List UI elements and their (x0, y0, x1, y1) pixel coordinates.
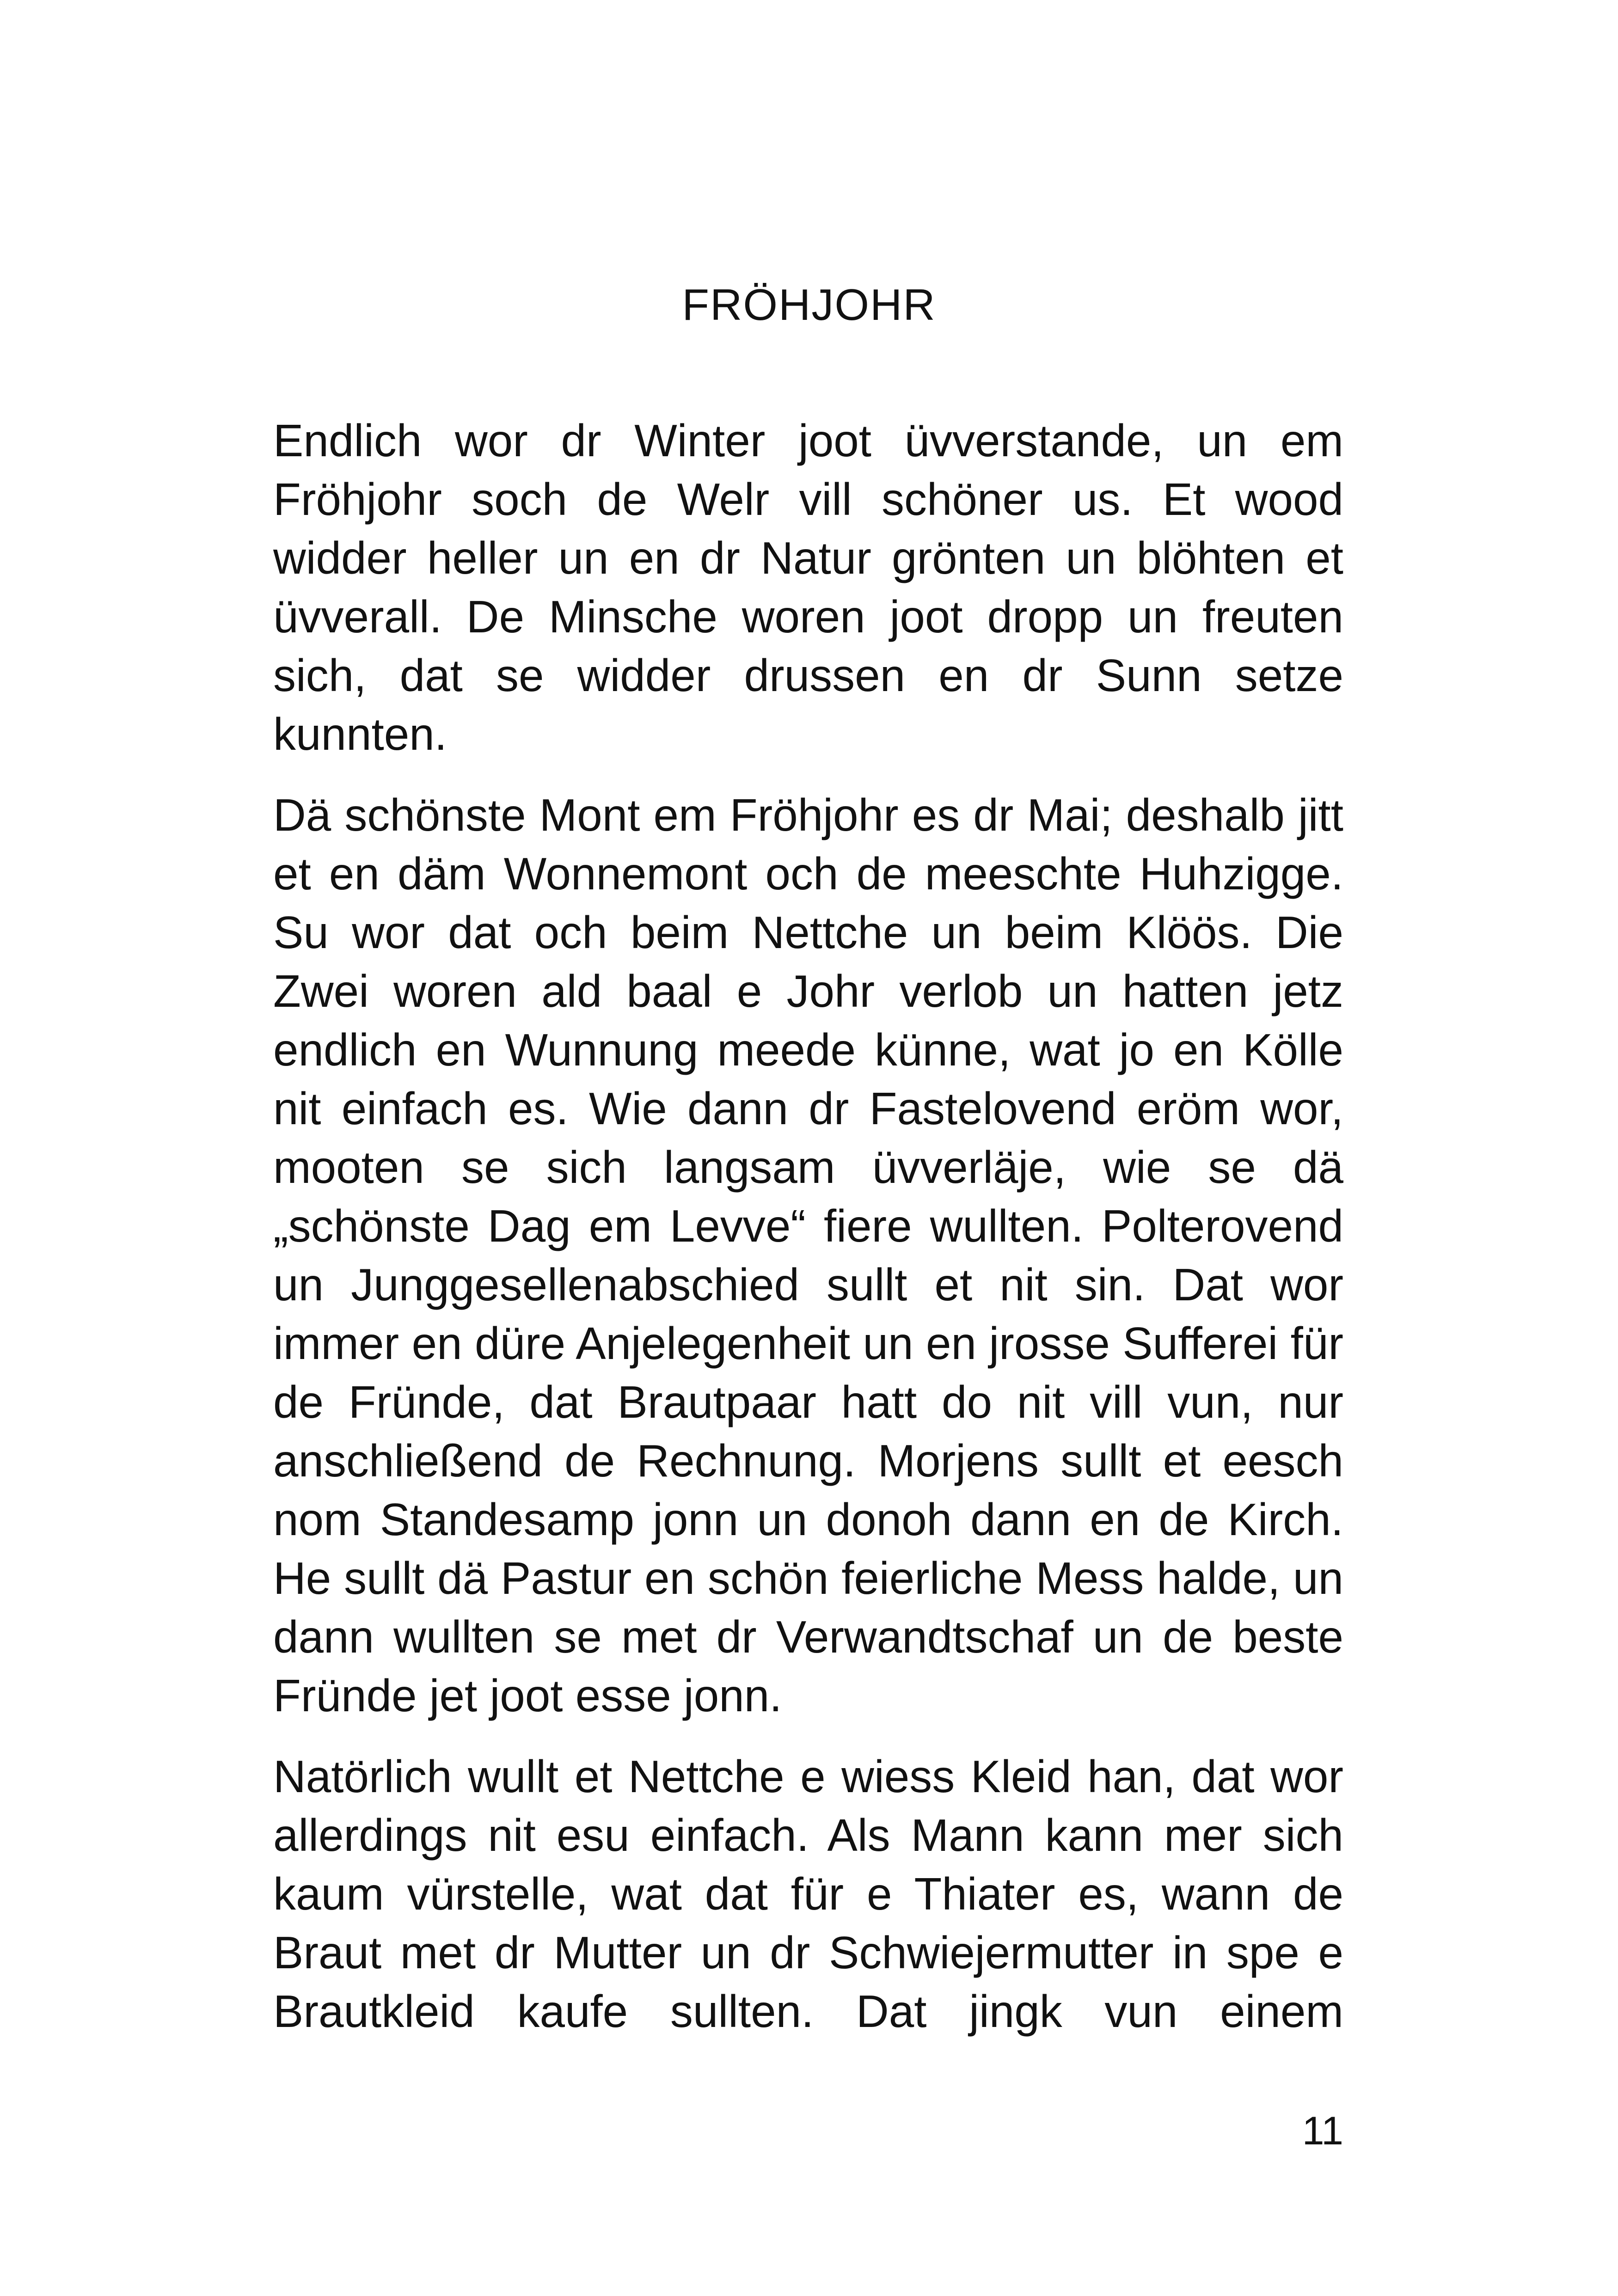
chapter-title: FRÖHJOHR (682, 280, 936, 330)
paragraph-3: Natörlich wullt et Nettche e wiess Kleid han, dat wor allerdings nit esu einfach. Als Mann kann mer sich kaum vürstelle, wat dat für e Thiater es, wann de Braut met dr Mutter un dr Schwiejermutter in spe e Brautkleid kaufe sullten. Dat jingk vun einem (273, 1751, 1343, 2037)
paragraph-2: Dä schönste Mont em Fröhjohr es dr Mai; deshalb jitt et en däm Wonnemont och de meeschte Huhzigge. Su wor dat och beim Nettche un beim Klöös. Die Zwei woren ald baal e Johr verlob un hatten jetz endlich en Wunnung meede künne, wat jo en Kölle nit einfach es. Wie dann dr Fastelovend eröm wor, mooten se sich langsam üvverläje, wie se dä „schönste Dag em Levve“ fiere wullten. Polterovend un Junggesellenabschied sullt et nit sin. Dat wor immer en düre Anjelegenheit un en jrosse Sufferei für de Fründe, dat Brautpaar hatt do nit vill vun, nur anschließend de Rechnung. Morjens sullt et eesch nom Standesamp jonn un donoh dann en de Kirch. He sullt dä Pastur en schön feierliche Mess halde, un dann wullten se met dr Verwandtschaf un de beste Fründe jet joot esse jonn. (273, 790, 1343, 1721)
paragraph-1: Endlich wor dr Winter joot üvverstande, un em Fröhjohr soch de Welr vill schöner us. Et wood widder heller un en dr Natur grönten un blöhten et üvverall. De Minsche woren joot dropp un freuten sich, dat se widder drussen en dr Sunn setze kunnten. (273, 415, 1343, 759)
body-text (273, 411, 1343, 2063)
page-number: 11 (1302, 2109, 1343, 2153)
